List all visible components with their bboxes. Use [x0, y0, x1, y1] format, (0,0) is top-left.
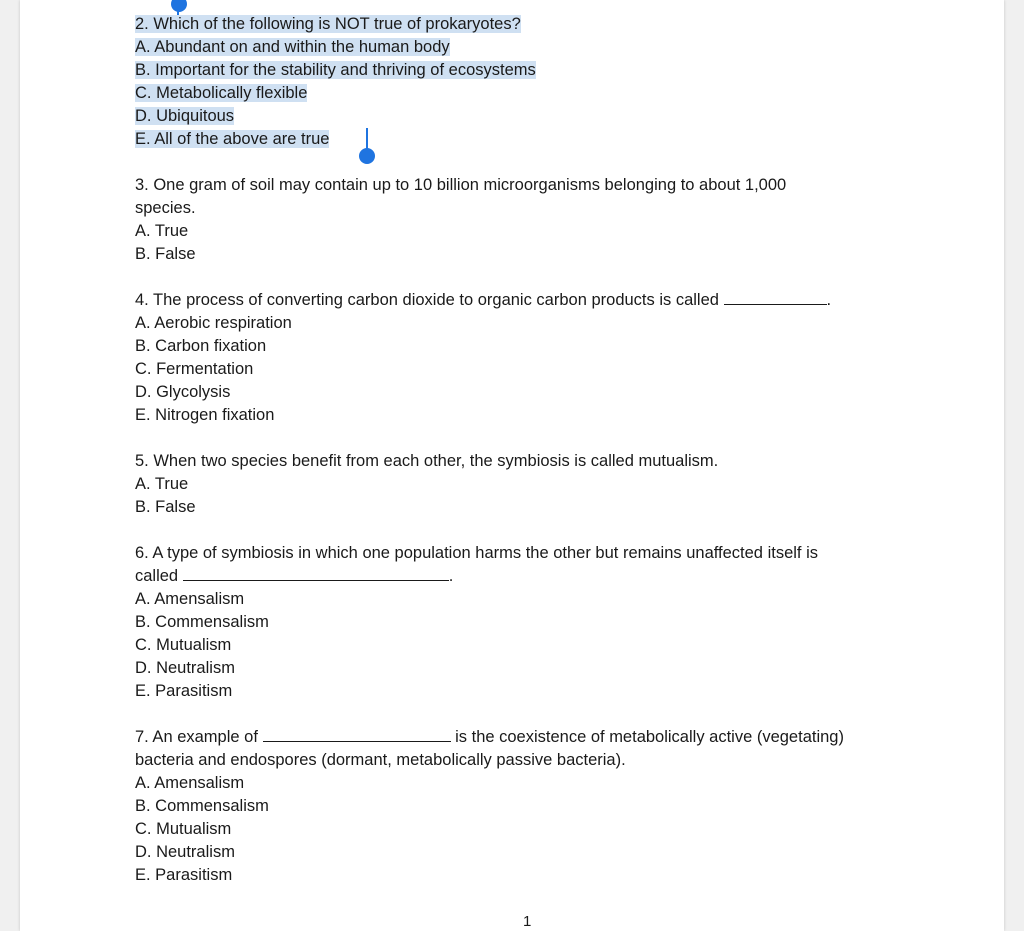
question-4-option-b[interactable]: B. Carbon fixation — [135, 337, 267, 355]
question-2-option-d[interactable]: D. Ubiquitous — [135, 107, 235, 125]
question-3-option-a[interactable]: A. True — [135, 222, 189, 240]
question-6-option-d[interactable]: D. Neutralism — [135, 659, 235, 677]
question-3-option-b[interactable]: B. False — [135, 245, 196, 263]
question-2-option-a[interactable]: A. Abundant on and within the human body — [135, 38, 450, 56]
page-number: 1 — [523, 913, 532, 930]
question-5 — [135, 450, 915, 519]
answer-blank — [263, 727, 451, 742]
question-7-option-a[interactable]: A. Amensalism — [135, 774, 245, 792]
question-6-option-b[interactable]: B. Commensalism — [135, 613, 269, 631]
question-7-option-d[interactable]: D. Neutralism — [135, 843, 235, 861]
answer-blank — [724, 290, 827, 305]
answer-blank — [183, 566, 449, 581]
question-4-prompt[interactable]: 4. The process of converting carbon dioxide to organic carbon products is called . — [135, 291, 832, 309]
selection-start-handle-knob[interactable] — [171, 0, 187, 12]
question-4-option-d[interactable]: D. Glycolysis — [135, 383, 231, 401]
spacer — [135, 427, 915, 450]
question-3-prompt-line1[interactable]: 3. One gram of soil may contain up to 10 billion microorganisms belonging to about 1,000 — [135, 176, 787, 194]
question-6-option-a[interactable]: A. Amensalism — [135, 590, 245, 608]
question-7-prompt-line1[interactable]: 7. An example of is the coexistence of metabolically active (vegetating) — [135, 728, 844, 746]
spacer — [135, 703, 915, 726]
question-4 — [135, 289, 915, 427]
question-4-option-a[interactable]: A. Aerobic respiration — [135, 314, 292, 332]
question-6-prompt-line2[interactable]: called . — [135, 567, 454, 585]
question-2-option-c[interactable]: C. Metabolically flexible — [135, 84, 308, 102]
question-4-option-c[interactable]: C. Fermentation — [135, 360, 254, 378]
question-2-option-b[interactable]: B. Important for the stability and thriving of ecosystems — [135, 61, 536, 79]
document-body — [135, 13, 915, 887]
question-7-prompt-line2[interactable]: bacteria and endospores (dormant, metabolically passive bacteria). — [135, 751, 626, 769]
question-3-prompt-line2[interactable]: species. — [135, 199, 196, 217]
question-2-prompt[interactable]: 2. Which of the following is NOT true of prokaryotes? — [135, 15, 521, 33]
question-2 — [135, 13, 915, 151]
question-4-option-e[interactable]: E. Nitrogen fixation — [135, 406, 275, 424]
question-6-prompt-line1[interactable]: 6. A type of symbiosis in which one population harms the other but remains unaffected itself is — [135, 544, 818, 562]
spacer — [135, 519, 915, 542]
question-2-option-e[interactable]: E. All of the above are true — [135, 130, 330, 148]
question-7-option-c[interactable]: C. Mutualism — [135, 820, 232, 838]
document-page — [20, 0, 1004, 931]
question-7-option-e[interactable]: E. Parasitism — [135, 866, 233, 884]
question-7-option-b[interactable]: B. Commensalism — [135, 797, 269, 815]
question-3 — [135, 174, 915, 266]
spacer — [135, 151, 915, 174]
question-6-option-e[interactable]: E. Parasitism — [135, 682, 233, 700]
question-6-option-c[interactable]: C. Mutualism — [135, 636, 232, 654]
question-7 — [135, 726, 915, 887]
question-5-prompt[interactable]: 5. When two species benefit from each other, the symbiosis is called mutualism. — [135, 452, 719, 470]
question-5-option-b[interactable]: B. False — [135, 498, 196, 516]
spacer — [135, 266, 915, 289]
question-6 — [135, 542, 915, 703]
question-5-option-a[interactable]: A. True — [135, 475, 189, 493]
